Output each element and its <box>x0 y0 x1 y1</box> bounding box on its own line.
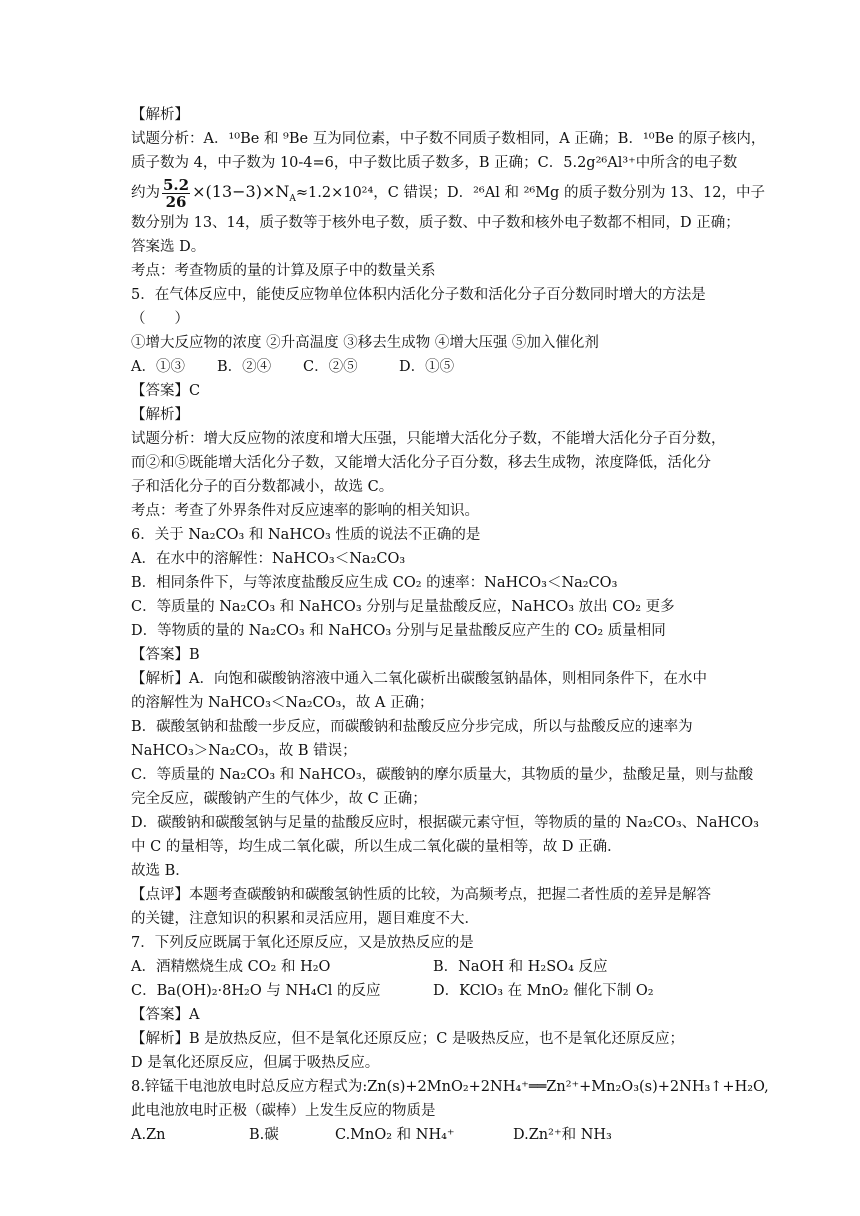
q5-option-a: A．①③ <box>131 359 185 375</box>
q5-stem-2: （ ） <box>131 311 189 327</box>
q8-stem-1: 8.锌锰干电池放电时总反应方程式为:Zn(s)+2MnO₂+2NH₄⁺══Zn²⁺+Mn₂O₃(s)+2NH₃↑+H₂O, <box>131 1079 769 1095</box>
q7-option-a: A．酒精燃烧生成 CO₂ 和 H₂O <box>131 959 331 975</box>
q5-analysis-line-3: 子和活化分子的百分数都减小，故选 C。 <box>131 479 394 495</box>
q6-analysis-b-2: NaHCO₃＞Na₂CO₃，故 B 错误； <box>131 743 357 759</box>
q7-option-c: C．Ba(OH)₂·8H₂O 与 NH₄Cl 的反应 <box>131 983 381 999</box>
q6-analysis-a-1: 【解析】A．向饱和碳酸钠溶液中通入二氧化碳析出碳酸氢钠晶体，则相同条件下，在水中 <box>131 671 707 687</box>
q5-kaodian: 考点：考查了外界条件对反应速率的影响的相关知识。 <box>131 503 479 519</box>
q6-stem: 6．关于 Na₂CO₃ 和 NaHCO₃ 性质的说法不正确的是 <box>131 527 481 543</box>
q8-option-a: A.Zn <box>131 1127 166 1143</box>
q4-analysis-line-4: 数分别为 13、14，质子数等于核外电子数，质子数、中子数和核外电子数都不相同，D 正确； <box>131 215 740 231</box>
q6-analysis-c-1: C．等质量的 Na₂CO₃ 和 NaHCO₃，碳酸钠的摩尔质量大，其物质的量少，盐酸足量，则与盐酸 <box>131 767 754 783</box>
q5-answer: 【答案】C <box>131 383 201 399</box>
q4-line3-suffix: ≈1.2×10²⁴，C 错误；D．²⁶Al 和 ²⁶Mg 的质子数分别为 13、12，中子 <box>295 185 765 201</box>
q7-options-row-1 <box>131 956 734 978</box>
q6-option-a: A．在水中的溶解性：NaHCO₃＜Na₂CO₃ <box>131 551 406 567</box>
q4-analysis-line-3 <box>131 175 765 211</box>
q4-analysis-line-2: 质子数为 4，中子数为 10-4=6，中子数比质子数多，B 正确；C．5.2g²⁶Al³⁺中所含的电子数 <box>131 155 738 171</box>
q5-options <box>131 356 734 378</box>
q7-option-b: B．NaOH 和 H₂SO₄ 反应 <box>433 959 608 975</box>
q6-analysis-a-2: 的溶解性为 NaHCO₃＜Na₂CO₃，故 A 正确； <box>131 695 434 711</box>
q8-options <box>131 1124 734 1146</box>
q5-option-b: B．②④ <box>217 359 272 375</box>
q6-analysis-d-1: D．碳酸钠和碳酸氢钠与足量的盐酸反应时，根据碳元素守恒，等物质的量的 Na₂CO₃、NaHCO₃ <box>131 815 759 831</box>
q7-option-d: D．KClO₃ 在 MnO₂ 催化下制 O₂ <box>433 983 654 999</box>
q4-analysis-label: 【解析】 <box>131 107 189 123</box>
q6-option-c: C．等质量的 Na₂CO₃ 和 NaHCO₃ 分别与足量盐酸反应，NaHCO₃ 放出 CO₂ 更多 <box>131 599 675 615</box>
q7-analysis-2: D 是氧化还原反应，但属于吸热反应。 <box>131 1055 380 1071</box>
q6-option-d: D．等物质的量的 Na₂CO₃ 和 NaHCO₃ 分别与足量盐酸反应产生的 CO₂ 质量相同 <box>131 623 666 639</box>
q6-answer: 【答案】B <box>131 647 200 663</box>
q8-option-b: B.碳 <box>249 1127 279 1143</box>
fraction-denominator: 26 <box>165 192 187 211</box>
q5-option-d: D．①⑤ <box>399 359 455 375</box>
q5-option-c: C．②⑤ <box>303 359 358 375</box>
fraction <box>162 177 190 210</box>
q8-stem-2: 此电池放电时正极（碳棒）上发生反应的物质是 <box>131 1103 436 1119</box>
q5-analysis-line-2: 而②和⑤既能增大活化分子数，又能增大活化分子百分数，移去生成物，浓度降低，活化分 <box>131 455 711 471</box>
q8-option-d: D.Zn²⁺和 NH₃ <box>513 1127 612 1143</box>
q7-stem: 7．下列反应既属于氧化还原反应，又是放热反应的是 <box>131 935 474 951</box>
q5-analysis-label: 【解析】 <box>131 407 189 423</box>
q7-options-row-2 <box>131 980 734 1002</box>
q4-analysis-line-1: 试题分析：A．¹⁰Be 和 ⁹Be 互为同位素，中子数不同质子数相同，A 正确；B．¹⁰Be 的原子核内， <box>131 131 766 147</box>
q7-analysis-1: 【解析】B 是放热反应，但不是氧化还原反应；C 是吸热反应，也不是氧化还原反应； <box>131 1031 684 1047</box>
q8-option-c: C.MnO₂ 和 NH₄⁺ <box>335 1127 455 1143</box>
q6-option-b: B．相同条件下，与等浓度盐酸反应生成 CO₂ 的速率：NaHCO₃＜Na₂CO₃ <box>131 575 618 591</box>
fraction-numerator: 5.2 <box>163 175 190 194</box>
q4-math-expression: ×(13−3)×N <box>192 182 290 201</box>
q5-conditions: ①增大反应物的浓度 ②升高温度 ③移去生成物 ④增大压强 ⑤加入催化剂 <box>131 335 599 351</box>
q6-analysis-b-1: B．碳酸氢钠和盐酸一步反应，而碳酸钠和盐酸反应分步完成，所以与盐酸反应的速率为 <box>131 719 693 735</box>
q6-comment-1: 【点评】本题考查碳酸钠和碳酸氢钠性质的比较，为高频考点，把握二者性质的差异是解答 <box>131 887 711 903</box>
q4-kaodian: 考点：考查物质的量的计算及原子中的数量关系 <box>131 263 436 279</box>
q6-conclusion: 故选 B． <box>131 863 190 879</box>
q6-comment-2: 的关键，注意知识的积累和灵活应用，题目难度不大． <box>131 911 479 927</box>
q7-answer: 【答案】A <box>131 1007 200 1023</box>
q4-math-subscript: A <box>289 193 296 204</box>
q4-analysis-line-5: 答案选 D。 <box>131 239 206 255</box>
q4-line3-prefix: 约为 <box>131 185 160 201</box>
q6-analysis-d-2: 中 C 的量相等，均生成二氧化碳，所以生成二氧化碳的量相等，故 D 正确． <box>131 839 622 855</box>
q5-stem-1: 5．在气体反应中，能使反应物单位体积内活化分子数和活化分子百分数同时增大的方法是 <box>131 287 706 303</box>
q6-analysis-c-2: 完全反应，碳酸钠产生的气体少，故 C 正确； <box>131 791 427 807</box>
q5-analysis-line-1: 试题分析：增大反应物的浓度和增大压强，只能增大活化分子数，不能增大活化分子百分数， <box>131 431 726 447</box>
